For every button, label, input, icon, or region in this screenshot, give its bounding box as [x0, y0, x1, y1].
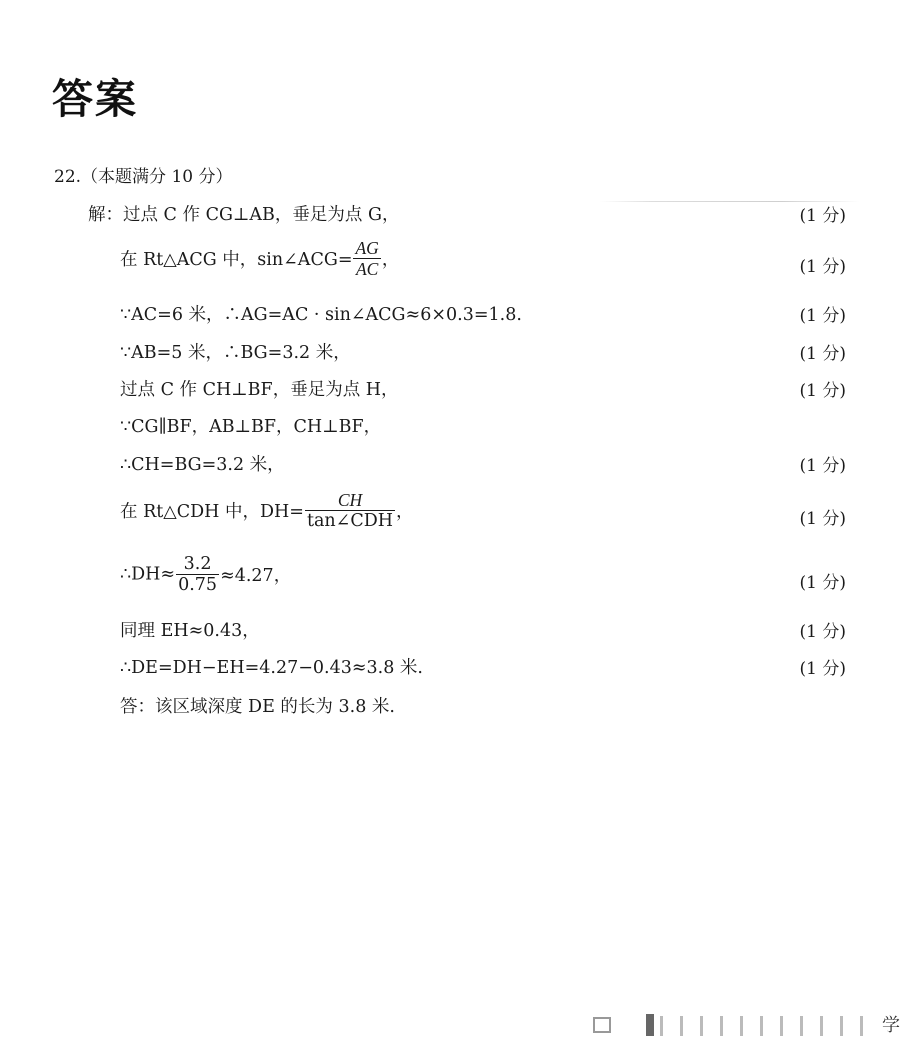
text-part: 在 Rt△ACG 中，sin∠ACG=: [120, 250, 353, 271]
fraction-denominator: AC: [353, 258, 380, 279]
solution-text: ∴DE=DH−EH=4.27−0.43≈3.8 米.: [120, 658, 423, 678]
text-part: 在 Rt△CDH 中，DH=: [120, 502, 304, 523]
solution-line-1: [88, 201, 850, 241]
solution-line-8: [120, 490, 850, 542]
fraction-numerator: CH: [337, 490, 363, 510]
solution-line-9: [120, 554, 850, 606]
fraction-denominator: tan∠CDH: [306, 511, 394, 532]
solution-text: ∵CG∥BF，AB⊥BF，CH⊥BF，: [120, 417, 382, 437]
score-label: (1 分): [799, 306, 846, 326]
solution-line-10: [120, 617, 850, 657]
score-label: (1 分): [799, 206, 846, 226]
solution-line-4: [120, 339, 850, 379]
solution-line-7: [120, 451, 850, 491]
watermark-icon: [588, 1012, 918, 1040]
text-part: ∴DH≈: [120, 564, 176, 585]
score-label: (1 分): [799, 456, 846, 476]
score-label: (1 分): [799, 344, 846, 364]
fraction: [176, 554, 219, 595]
page-title: 答案: [52, 75, 138, 123]
solution-text: [120, 554, 291, 595]
fraction-numerator: AG: [355, 238, 379, 258]
score-label: (1 分): [799, 622, 846, 642]
question-header: 22.（本题满分 10 分）: [54, 167, 233, 187]
solution-text: [120, 238, 399, 279]
final-answer-line: [120, 693, 850, 733]
fraction: [305, 490, 395, 531]
solution-line-2: [120, 238, 850, 290]
fraction-numerator: 3.2: [183, 554, 212, 574]
text-part: ，: [396, 502, 414, 523]
score-label: (1 分): [799, 381, 846, 401]
score-label: (1 分): [799, 659, 846, 679]
solution-text: 过点 C 作 CH⊥BF，垂足为点 H，: [120, 380, 399, 400]
solution-line-6: [120, 413, 850, 453]
final-answer-text: 答：该区域深度 DE 的长为 3.8 米.: [120, 697, 395, 717]
text-part: ，: [381, 250, 400, 271]
fraction-denominator: 0.75: [178, 575, 218, 596]
solution-line-5: [120, 376, 850, 416]
score-label: (1 分): [799, 573, 846, 593]
score-label: (1 分): [799, 509, 846, 529]
solution-text: ∴CH=BG=3.2 米，: [120, 455, 285, 475]
solution-text: [120, 490, 414, 531]
solution-text: 同理 EH≈0.43，: [120, 621, 260, 641]
solution-line-11: [120, 654, 850, 694]
watermark-text: 学: [882, 1015, 900, 1036]
solution-text: ∵AC=6 米，∴AG=AC · sin∠ACG≈6×0.3=1.8.: [120, 305, 522, 325]
text-part: ≈4.27，: [220, 566, 292, 587]
fraction: [353, 238, 380, 279]
solution-text: ∵AB=5 米，∴BG=3.2 米，: [120, 343, 351, 363]
score-label: (1 分): [799, 257, 846, 277]
solution-text: 解：过点 C 作 CG⊥AB，垂足为点 G，: [88, 205, 400, 225]
solution-line-3: [120, 301, 850, 341]
